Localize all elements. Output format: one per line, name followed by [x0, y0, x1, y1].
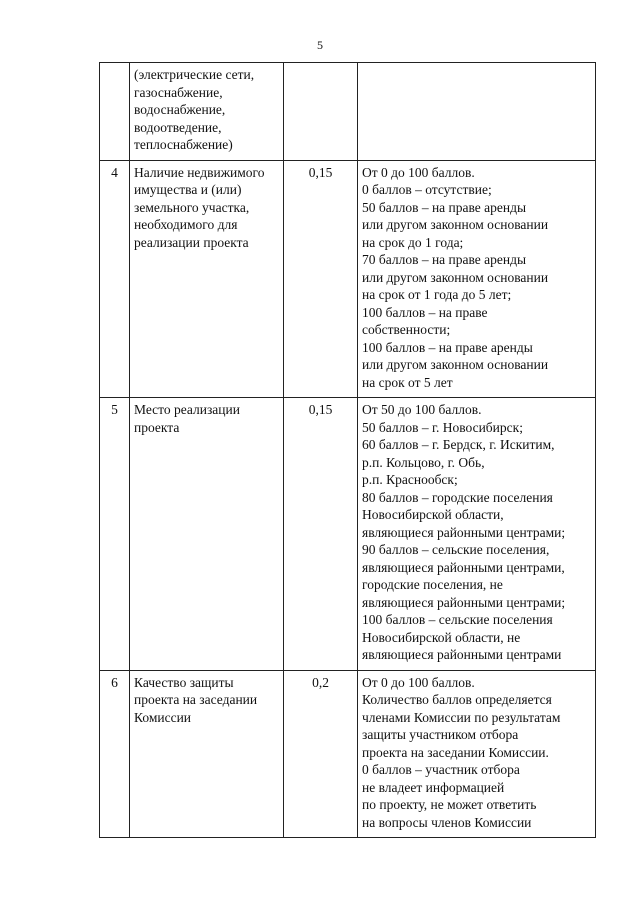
criterion-scoring-line: по проекту, не может ответить	[362, 797, 537, 812]
criterion-scoring	[358, 670, 596, 838]
criterion-scoring-line: р.п. Краснообск;	[362, 472, 458, 487]
criterion-scoring-line: 70 баллов – на праве аренды	[362, 252, 527, 267]
criterion-name-line: водоснабжение,	[134, 102, 226, 117]
criterion-scoring-line: 100 баллов – на праве	[362, 304, 488, 320]
criterion-name	[130, 670, 284, 838]
criteria-table	[99, 62, 596, 838]
criterion-scoring-line: защиты участником отбора	[362, 727, 519, 742]
criterion-scoring-line: 0 баллов – отсутствие;	[362, 182, 492, 197]
criterion-name-line: земельного участка,	[134, 199, 250, 215]
criterion-scoring-line: на срок от 5 лет	[362, 374, 453, 390]
criterion-scoring-line: 90 баллов – сельские поселения,	[362, 542, 550, 557]
criterion-scoring-line: являющиеся районными центрами	[362, 647, 562, 662]
criterion-scoring	[358, 160, 596, 398]
criterion-scoring-line: или другом законном основании	[362, 269, 549, 285]
criterion-name-line: реализации проекта	[134, 234, 249, 250]
criterion-scoring-line: 100 баллов – на праве аренды	[362, 339, 533, 355]
criterion-scoring-line: Новосибирской области, не	[362, 629, 521, 645]
criterion-name-line: имущества и (или)	[134, 182, 242, 197]
criterion-name-line: водоотведение,	[134, 119, 222, 135]
criterion-scoring-line: или другом законном основании	[362, 357, 549, 372]
criterion-number	[100, 63, 130, 161]
criterion-scoring	[358, 398, 596, 671]
criterion-scoring-line: 50 баллов – на праве аренды	[362, 199, 527, 215]
table-row	[100, 398, 596, 671]
page-number: 5	[317, 38, 323, 52]
table-row	[100, 63, 596, 161]
criterion-scoring-line: собственности;	[362, 322, 451, 337]
criterion-name-line: Наличие недвижимого	[134, 164, 265, 180]
criterion-name-line: Место реализации	[134, 402, 240, 417]
criterion-scoring-line: проекта на заседании Комиссии.	[362, 744, 549, 760]
criterion-scoring-line: являющиеся районными центрами;	[362, 524, 566, 540]
criterion-scoring-line: на срок от 1 года до 5 лет;	[362, 287, 512, 302]
criterion-number: 4	[100, 160, 130, 398]
criterion-scoring-line: От 0 до 100 баллов.	[362, 164, 475, 180]
criterion-name-line: теплоснабжение)	[134, 137, 233, 152]
criterion-scoring-line: являющиеся районными центрами;	[362, 594, 566, 610]
criterion-name	[130, 63, 284, 161]
criterion-name-line: проекта на заседании	[134, 692, 258, 707]
criteria-table-body	[100, 63, 596, 838]
criterion-name	[130, 398, 284, 671]
criterion-name-line: Качество защиты	[134, 674, 234, 690]
criterion-number: 6	[100, 670, 130, 838]
criterion-name-line: проекта	[134, 419, 180, 435]
criterion-scoring-line: Новосибирской области,	[362, 507, 504, 522]
criterion-scoring-line: От 50 до 100 баллов.	[362, 402, 482, 417]
criterion-scoring-line: на срок до 1 года;	[362, 234, 464, 250]
criterion-scoring-line: Количество баллов определяется	[362, 692, 552, 707]
criterion-scoring-line: на вопросы членов Комиссии	[362, 814, 532, 830]
table-row	[100, 670, 596, 838]
criterion-weight: 0,15	[284, 398, 358, 671]
criterion-scoring-line: не владеет информацией	[362, 779, 505, 795]
criterion-scoring-line: или другом законном основании	[362, 217, 549, 232]
criterion-scoring-line: 60 баллов – г. Бердск, г. Искитим,	[362, 437, 555, 452]
criterion-scoring-line: являющиеся районными центрами,	[362, 559, 565, 575]
criterion-scoring-line: городские поселения, не	[362, 577, 503, 592]
table-row	[100, 160, 596, 398]
criterion-name-line: необходимого для	[134, 217, 238, 232]
criterion-scoring-line: 0 баллов – участник отбора	[362, 762, 520, 777]
criterion-scoring	[358, 63, 596, 161]
criterion-name-line: Комиссии	[134, 709, 192, 725]
criterion-scoring-line: 100 баллов – сельские поселения	[362, 612, 553, 627]
criterion-scoring-line: От 0 до 100 баллов.	[362, 674, 475, 690]
criterion-name-line: (электрические сети,	[134, 67, 255, 82]
criterion-name	[130, 160, 284, 398]
criterion-scoring-line: 80 баллов – городские поселения	[362, 489, 553, 505]
criterion-scoring-line: 50 баллов – г. Новосибирск;	[362, 419, 523, 435]
criterion-name-line: газоснабжение,	[134, 84, 223, 100]
criterion-weight	[284, 63, 358, 161]
criterion-weight: 0,15	[284, 160, 358, 398]
criterion-weight: 0,2	[284, 670, 358, 838]
criterion-scoring-line: членами Комиссии по результатам	[362, 709, 561, 725]
criterion-number: 5	[100, 398, 130, 671]
criterion-scoring-line: р.п. Кольцово, г. Обь,	[362, 454, 485, 470]
